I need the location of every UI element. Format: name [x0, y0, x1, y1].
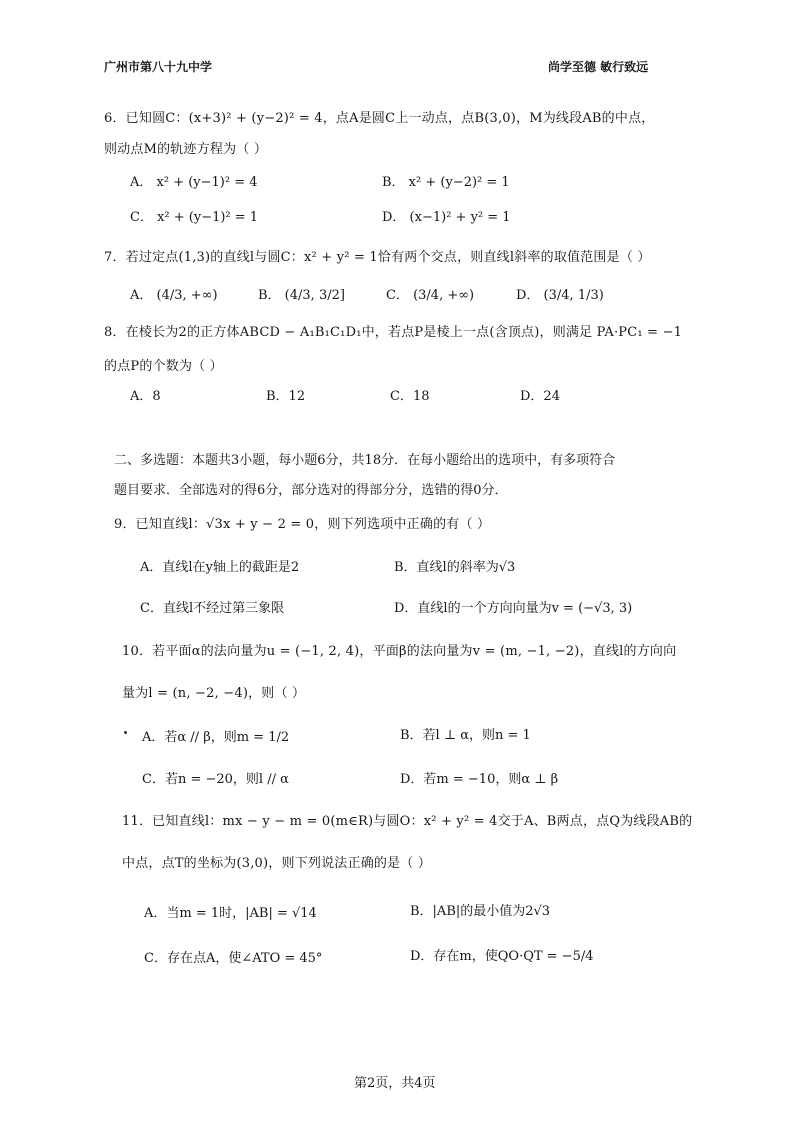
header-school: 广州市第八十九中学 — [104, 60, 213, 74]
q9-stem: 9．已知直线l：√3x + y − 2 = 0，则下列选项中正确的有（ ） — [114, 517, 491, 532]
q11-option-c: C．存在点A，使∠ATO = 45° — [144, 951, 323, 966]
q6-option-c: C． x² + (y−1)² = 1 — [130, 210, 259, 225]
q6-stem-line2: 则动点M的轨迹方程为（ ） — [104, 142, 268, 157]
q8-option-d: D．24 — [520, 389, 560, 404]
q10-stem-line1: 10．若平面α的法向量为u = (−1, 2, 4)，平面β的法向量为v = (m, −1, −2)，直线l的方向向 — [122, 644, 677, 659]
q7-option-a: A． (4/3, +∞) — [130, 288, 218, 303]
q8-option-a: A．8 — [130, 389, 161, 404]
q7-stem: 7．若过定点(1,3)的直线l与圆C：x² + y² = 1恰有两个交点，则直线l斜率的取值范围是（ ） — [104, 250, 651, 265]
q6-option-a: A． x² + (y−1)² = 4 — [130, 175, 258, 190]
q10-stem-line2: 量为l = (n, −2, −4)，则（ ） — [122, 686, 306, 701]
ink-dot — [124, 731, 127, 734]
section2-instructions-line2: 题目要求．全部选对的得6分，部分选对的得部分分，选错的得0分． — [114, 483, 508, 498]
q9-option-d: D．直线l的一个方向向量为v = (−√3, 3) — [394, 601, 633, 616]
q6-stem-line1: 6．已知圆C：(x+3)² + (y−2)² = 4，点A是圆C上一动点，点B(3,0)，M为线段AB的中点， — [104, 111, 655, 126]
q9-option-a: A．直线l在y轴上的截距是2 — [140, 560, 300, 575]
q11-option-b: B．|AB|的最小值为2√3 — [410, 904, 551, 919]
page-number: 第2页，共4页 — [354, 1076, 436, 1091]
q11-stem-line1: 11．已知直线l：mx − y − m = 0(m∈R)与圆O：x² + y² = 4交于A、B两点，点Q为线段AB的 — [122, 814, 693, 829]
q7-option-c: C． (3/4, +∞) — [386, 288, 475, 303]
header-motto: 尚学至德 敏行致远 — [548, 60, 649, 74]
q8-stem-line2: 的点P的个数为（ ） — [104, 359, 223, 374]
q10-option-a: A．若α // β，则m = 1/2 — [142, 730, 290, 745]
q11-option-a: A．当m = 1时，|AB| = √14 — [144, 906, 317, 921]
q8-stem-line1: 8．在棱长为2的正方体ABCD − A₁B₁C₁D₁中，若点P是棱上一点(含顶点)，则满足 PA·PC₁ = −1 — [104, 325, 683, 340]
q7-option-d: D． (3/4, 1/3) — [516, 288, 604, 303]
q6-option-d: D． (x−1)² + y² = 1 — [382, 210, 511, 225]
q9-option-b: B．直线l的斜率为√3 — [394, 560, 516, 575]
q10-option-c: C．若n = −20，则l // α — [142, 772, 289, 787]
q11-stem-line2: 中点，点T的坐标为(3,0)，则下列说法正确的是（ ） — [122, 856, 432, 871]
q11-option-d: D．存在m，使QO·QT = −5/4 — [410, 949, 594, 964]
section2-instructions-line1: 二、多选题：本题共3小题，每小题6分，共18分．在每小题给出的选项中，有多项符合 — [114, 453, 616, 468]
q9-option-c: C．直线l不经过第三象限 — [140, 601, 285, 616]
q7-option-b: B． (4/3, 3/2] — [258, 288, 345, 303]
q8-option-b: B．12 — [266, 389, 306, 404]
q8-option-c: C．18 — [390, 389, 430, 404]
q6-option-b: B． x² + (y−2)² = 1 — [382, 175, 510, 190]
q10-option-d: D．若m = −10，则α ⊥ β — [400, 772, 559, 787]
q10-option-b: B．若l ⊥ α，则n = 1 — [400, 728, 531, 743]
